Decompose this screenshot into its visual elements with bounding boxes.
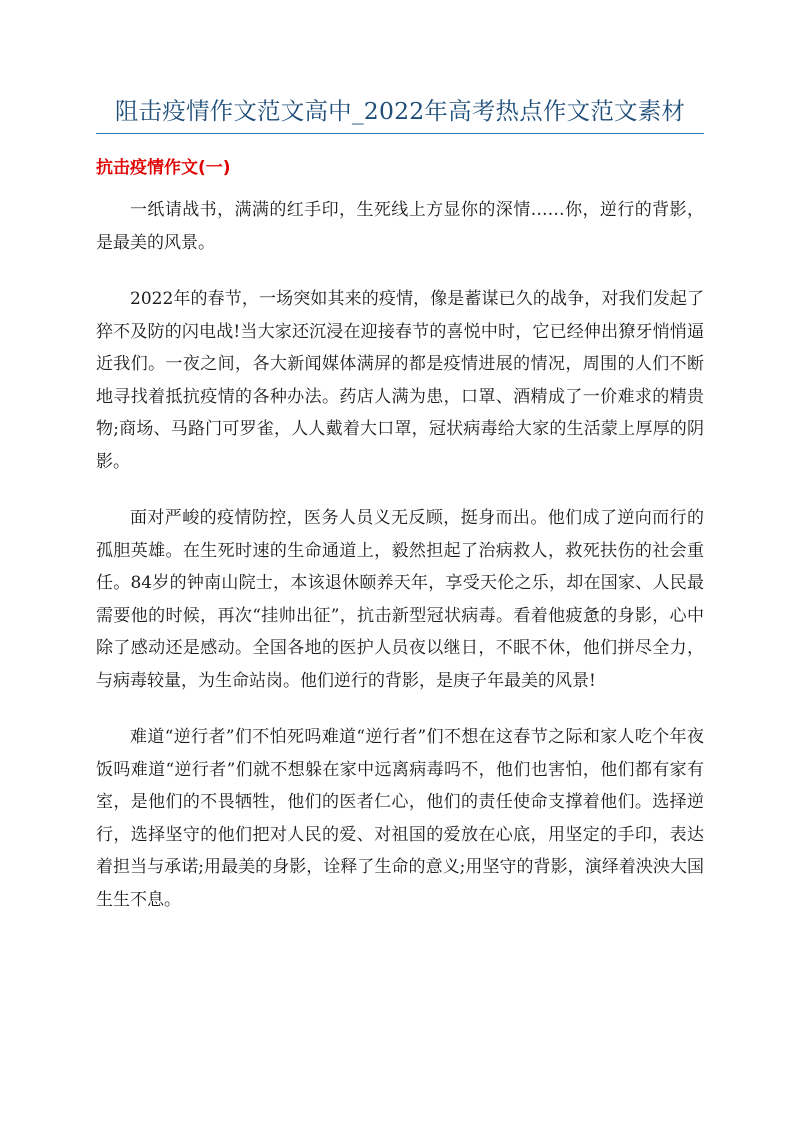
section-heading: 抗击疫情作文(一) [96,158,231,178]
paragraph-3: 面对严峻的疫情防控，医务人员义无反顾，挺身而出。他们成了逆向而行的孤胆英雄。在生死时速的生命通道上，毅然担起了治病救人，救死扶伤的社会重任。84岁的钟南山院士，本该退休颐养天年，享受天伦之乐，却在国家、人民最需要他的时候，再次“挂帅出征”，抗击新型冠状病毒。看着他疲惫的身影，心中除了感动还是感动。全国各地的医护人员夜以继日，不眠不休，他们拼尽全力，与病毒较量，为生命站岗。他们逆行的背影，是庚子年最美的风景! [96,508,704,691]
paragraph-1: 一纸请战书，满满的红手印，生死线上方显你的深情……你，逆行的背影，是最美的风景。 [96,200,704,253]
paragraph-2: 2022年的春节，一场突如其来的疫情，像是蓄谋已久的战争，对我们发起了猝不及防的闪电战!当大家还沉浸在迎接春节的喜悦中时，它已经伸出獠牙悄悄逼近我们。一夜之间，各大新闻媒体满屏的都是疫情进展的情况，周围的人们不断地寻找着抵抗疫情的各种办法。药店人满为患，口罩、酒精成了一价难求的精贵物;商场、马路门可罗雀，人人戴着大口罩，冠状病毒给大家的生活蒙上厚厚的阴影。 [96,289,704,472]
document-title: 阻击疫情作文范文高中_2022年高考热点作文范文素材 [114,97,686,125]
paragraph-4: 难道“逆行者”们不怕死吗难道“逆行者”们不想在这春节之际和家人吃个年夜饭吗难道“逆行者”们就不想躲在家中远离病毒吗不，他们也害怕，他们都有家有室，是他们的不畏牺牲，他们的医者仁心，他们的责任使命支撑着他们。选择逆行，选择坚守的他们把对人民的爱、对祖国的爱放在心底，用坚定的手印，表达着担当与承诺;用最美的身影，诠释了生命的意义;用坚守的背影，演绎着泱泱大国生生不息。 [96,727,704,910]
title-underline [96,133,704,134]
article-body [96,194,704,940]
